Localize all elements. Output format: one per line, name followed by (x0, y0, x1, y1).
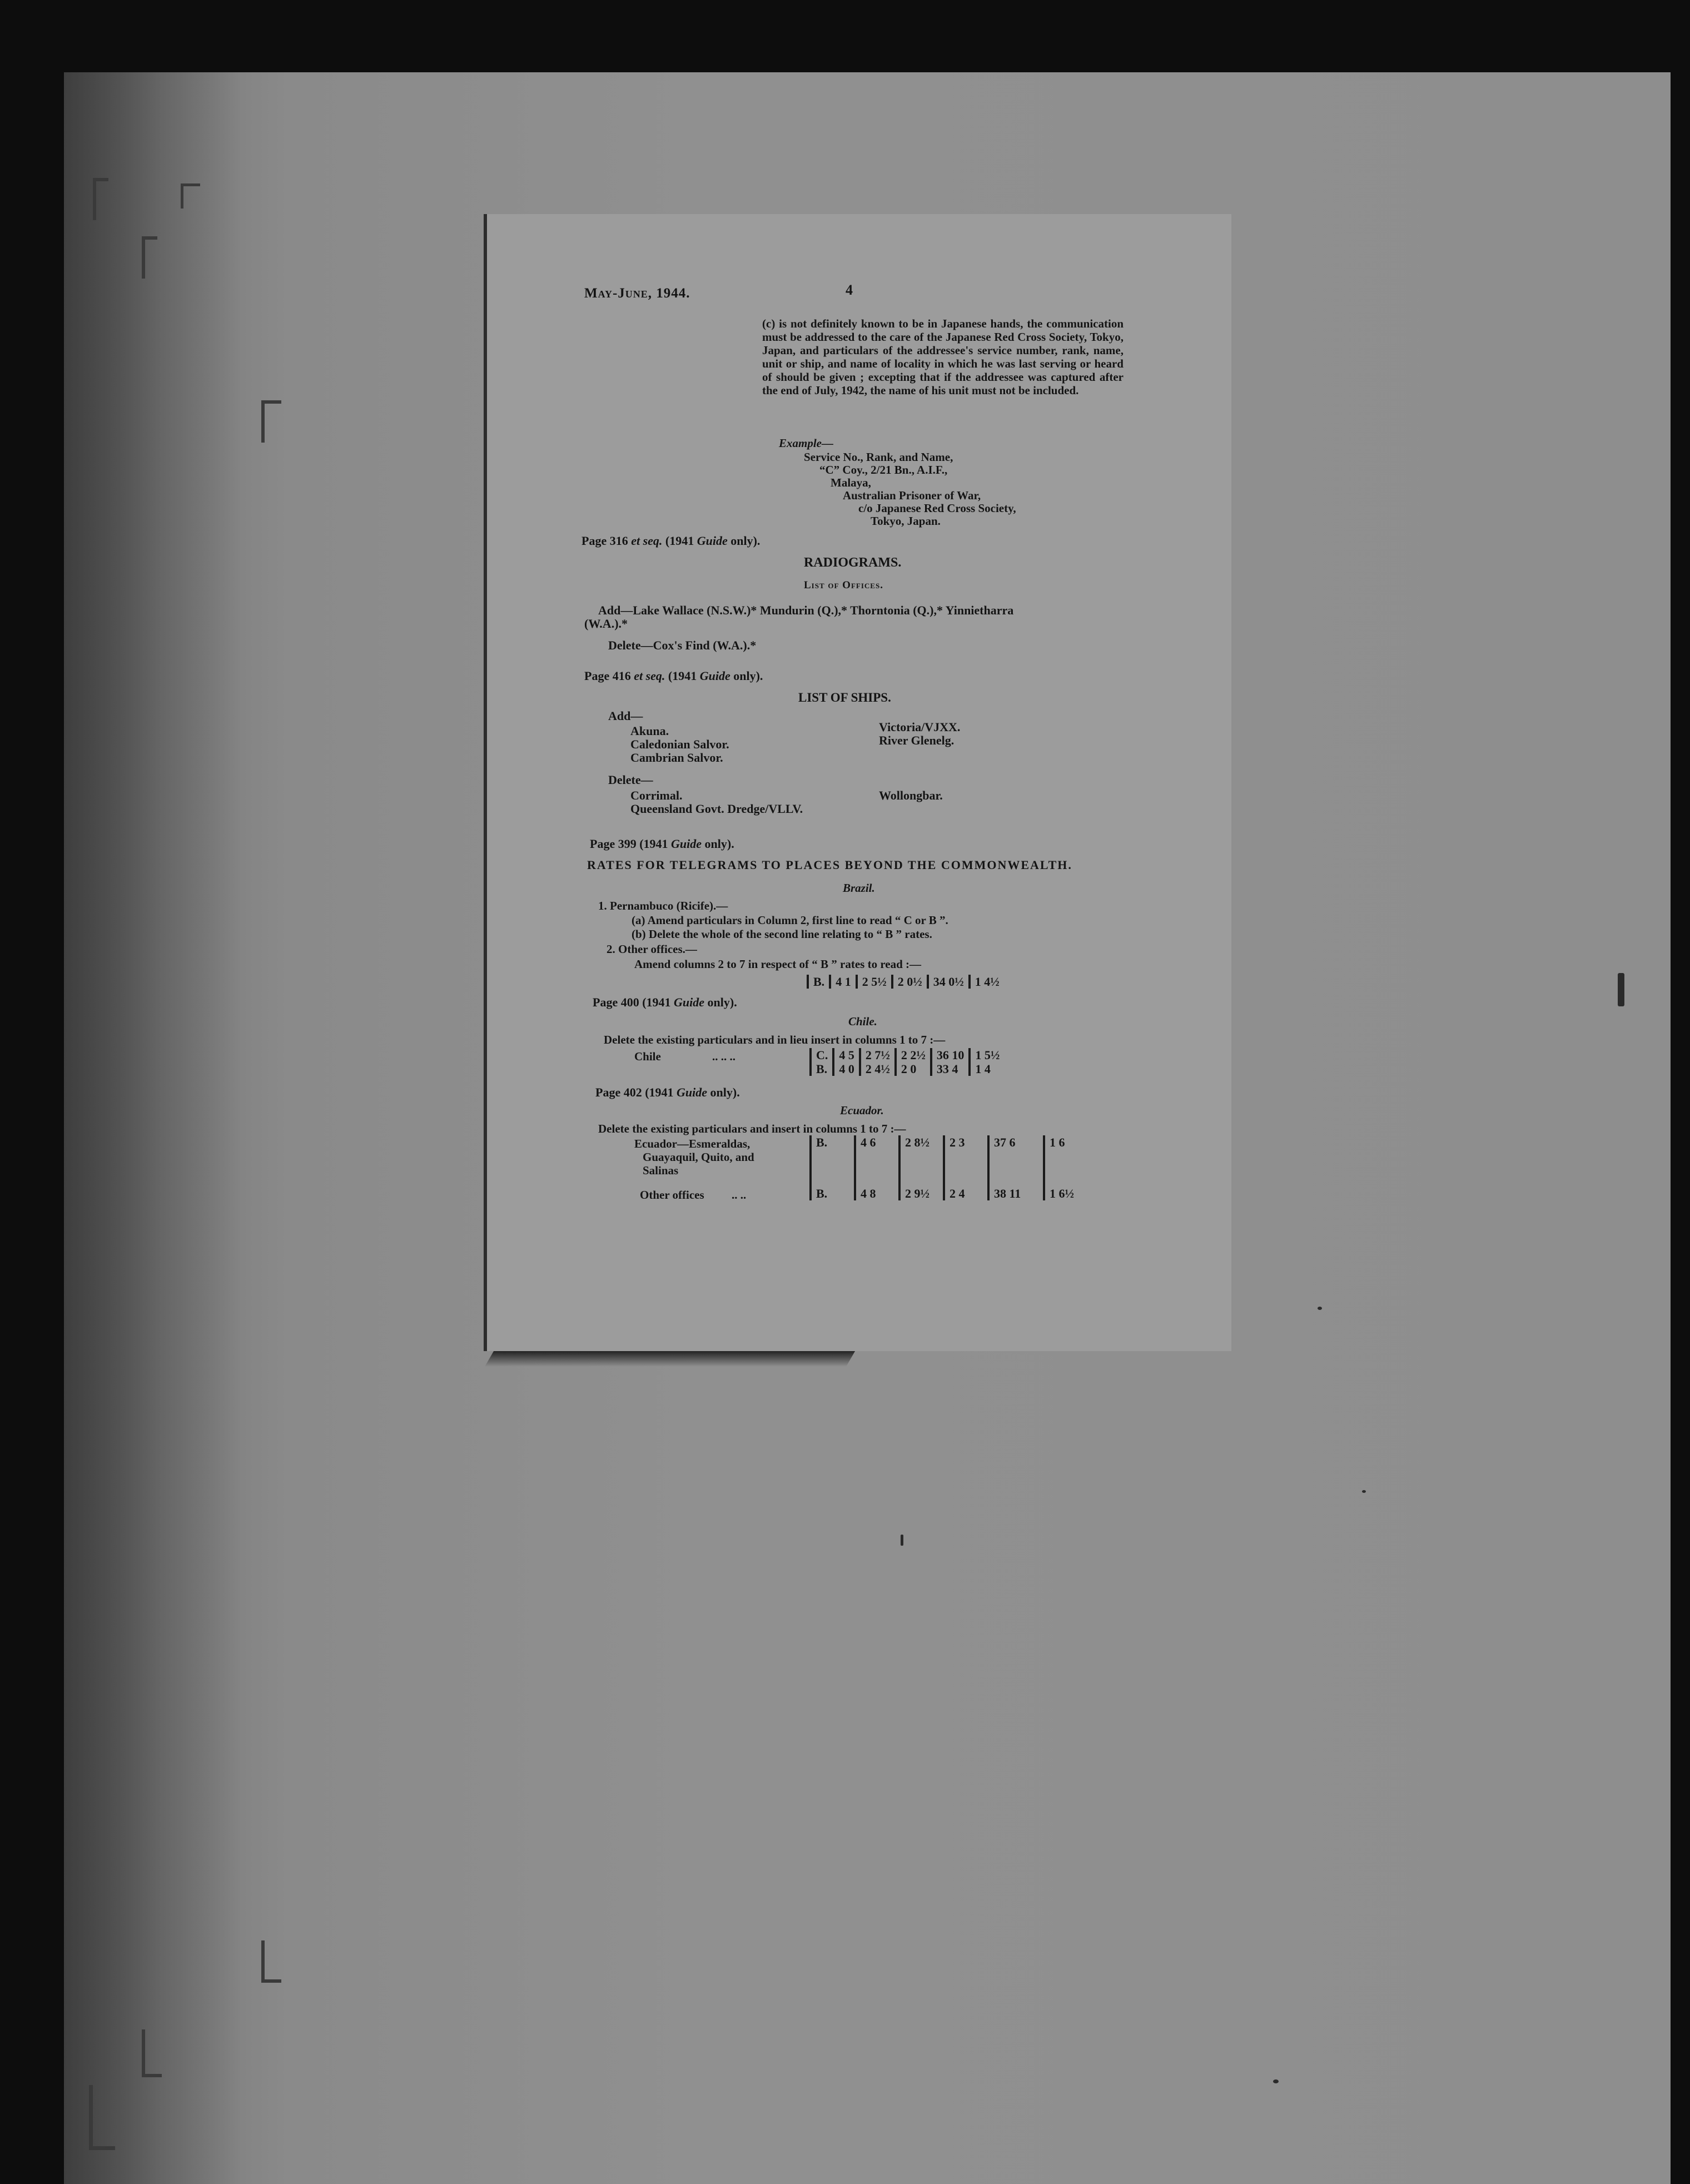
dust-speck (1273, 2079, 1279, 2083)
chile-instruction: Delete the existing particulars and in lieu insert in columns 1 to 7 :— (604, 1033, 946, 1046)
page-reference: Page 399 (1941 Guide only). (590, 837, 734, 851)
ecuador-instruction: Delete the existing particulars and insert in columns 1 to 7 :— (598, 1122, 906, 1135)
radiograms-delete: Delete—Cox's Find (W.A.).* (608, 638, 757, 652)
registration-mark (261, 400, 281, 443)
rate-cell: C. (811, 1048, 833, 1062)
rate-cell: 1 6 (1044, 1135, 1087, 1187)
country-title: Ecuador. (840, 1104, 884, 1117)
page-edge-shadow (485, 1351, 855, 1367)
rate-cell: B. (811, 1187, 855, 1200)
example-line: “C” Coy., 2/21 Bn., A.I.F., (819, 463, 948, 476)
film-shading (64, 72, 242, 2184)
rate-cell: 38 11 (988, 1187, 1044, 1200)
ship-name: Akuna. (630, 724, 669, 738)
brazil-item: (b) Delete the whole of the second line relating to “ B ” rates. (632, 927, 932, 941)
brazil-item: 2. Other offices.— (607, 942, 697, 956)
rate-cell: 36 10 (931, 1048, 970, 1062)
rate-cell: 4 0 (833, 1062, 860, 1076)
rate-cell: 2 7½ (860, 1048, 896, 1062)
section-heading: RATES FOR TELEGRAMS TO PLACES BEYOND THE COMMONWEALTH. (587, 858, 1072, 872)
rate-cell: 37 6 (988, 1135, 1044, 1187)
rate-cell: 1 4½ (970, 975, 1004, 989)
example-line: c/o Japanese Red Cross Society, (858, 502, 1016, 515)
page-reference: Page 316 et seq. (1941 Guide only). (581, 534, 760, 548)
rate-cell: 2 4 (944, 1187, 988, 1200)
rate-cell: 2 3 (944, 1135, 988, 1187)
brazil-item: Amend columns 2 to 7 in respect of “ B ” rates to read :— (634, 957, 922, 971)
rate-cell: 2 5½ (857, 975, 892, 989)
place-name: Salinas (643, 1164, 679, 1177)
table-row (808, 975, 1004, 989)
rate-cell: 4 6 (855, 1135, 899, 1187)
chile-rates (809, 1048, 1004, 1076)
ships-delete-label: Delete— (608, 773, 653, 787)
rate-cell: 33 4 (931, 1062, 970, 1076)
place-name: Other offices (640, 1188, 704, 1202)
registration-mark (142, 2029, 162, 2077)
place-name: Chile (634, 1050, 661, 1063)
rate-cell: B. (811, 1135, 855, 1187)
dust-speck (1618, 973, 1624, 1006)
ecuador-rates (809, 1135, 1087, 1200)
rate-cell: 1 5½ (970, 1048, 1004, 1062)
dust-speck (1318, 1307, 1322, 1310)
page-number: 4 (846, 282, 853, 298)
registration-mark (89, 2085, 115, 2150)
rate-cell: 4 1 (830, 975, 857, 989)
brazil-item: 1. Pernambuco (Ricife).— (598, 899, 728, 912)
table-row (811, 1187, 1087, 1200)
ship-name: Victoria/VJXX. (879, 720, 961, 734)
page-date: May-June, 1944. (584, 286, 690, 301)
page-reference: Page 402 (1941 Guide only). (595, 1085, 740, 1099)
dust-speck (901, 1535, 903, 1546)
ship-name: Corrimal. (630, 788, 683, 802)
table-row (811, 1062, 1004, 1076)
place-name: Ecuador—Esmeraldas, (634, 1137, 750, 1150)
ships-add-label: Add— (608, 709, 643, 723)
document-page (484, 214, 1231, 1351)
rate-cell: B. (808, 975, 830, 989)
example-line: Service No., Rank, and Name, (804, 450, 953, 464)
brazil-rates-row (807, 975, 1004, 989)
example-line: Australian Prisoner of War, (843, 489, 981, 502)
rate-cell: 2 4½ (860, 1062, 896, 1076)
intro-paragraph: (c) is not definitely known to be in Japanese hands, the communication must be addressed to the care of the Japanese Red Cross Society, Tokyo, Japan, and particulars of the addressee's service number, rank, name, unit or ship, and name of locality in which he was last serving or heard of should be given ; excepting that if the addressee was captured after the end of July, 1942, the name of his unit must not be included. (762, 317, 1124, 397)
rate-cell: 34 0½ (928, 975, 970, 989)
example-line: Malaya, (831, 476, 871, 489)
section-subheading: List of Offices. (804, 579, 883, 591)
registration-mark (142, 236, 157, 279)
example-label: Example— (779, 436, 833, 450)
registration-mark (181, 183, 200, 209)
rate-cell: 4 8 (855, 1187, 899, 1200)
rate-cell: B. (811, 1062, 833, 1076)
table-row (811, 1048, 1004, 1062)
radiograms-add: Add—Lake Wallace (N.S.W.)* Mundurin (Q.),* Thorntonia (Q.),* Yinnietharra (598, 603, 1014, 617)
dust-speck (1362, 1490, 1366, 1493)
example-line: Tokyo, Japan. (871, 514, 941, 528)
ship-name: Caledonian Salvor. (630, 737, 729, 751)
rate-cell: 2 0½ (892, 975, 928, 989)
leader-dots: .. .. .. (712, 1050, 735, 1063)
page-content (487, 214, 1231, 1351)
page-reference: Page 416 et seq. (1941 Guide only). (584, 669, 763, 683)
registration-mark (93, 178, 108, 220)
ship-name: River Glenelg. (879, 733, 955, 747)
country-title: Chile. (848, 1015, 877, 1028)
ship-name: Wollongbar. (879, 788, 943, 802)
table-row (811, 1135, 1087, 1187)
registration-mark (261, 1940, 281, 1983)
rate-cell: 1 4 (970, 1062, 1004, 1076)
section-heading: LIST OF SHIPS. (798, 691, 891, 704)
rate-cell: 4 5 (833, 1048, 860, 1062)
brazil-item: (a) Amend particulars in Column 2, first line to read “ C or B ”. (632, 914, 948, 927)
country-title: Brazil. (843, 881, 875, 895)
rate-cell: 2 9½ (899, 1187, 944, 1200)
rate-cell: 2 8½ (899, 1135, 944, 1187)
page-reference: Page 400 (1941 Guide only). (593, 995, 737, 1009)
ship-name: Cambrian Salvor. (630, 751, 723, 765)
rate-cell: 2 0 (896, 1062, 931, 1076)
rate-cell: 2 2½ (896, 1048, 931, 1062)
place-name: Guayaquil, Quito, and (643, 1150, 754, 1164)
ship-name: Queensland Govt. Dredge/VLLV. (630, 802, 803, 816)
leader-dots: .. .. (732, 1188, 747, 1202)
section-heading: RADIOGRAMS. (804, 555, 902, 570)
rate-cell: 1 6½ (1044, 1187, 1087, 1200)
radiograms-add-cont: (W.A.).* (584, 617, 628, 631)
